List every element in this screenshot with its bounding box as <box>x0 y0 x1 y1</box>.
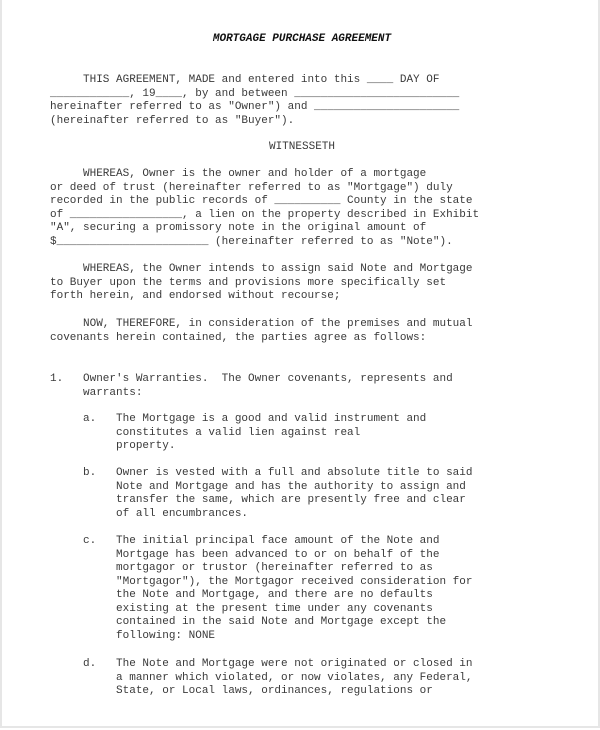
document-line: THIS AGREEMENT, MADE and entered into this ____ DAY OF <box>50 74 440 86</box>
document-line: property. <box>50 440 176 452</box>
document-line: d. The Note and Mortgage were not originated or closed in <box>50 658 473 670</box>
document-line: WHEREAS, Owner is the owner and holder of a mortgage <box>50 168 427 180</box>
document-line: to Buyer upon the terms and provisions more specifically set <box>50 276 447 289</box>
document-line: covenants herein contained, the parties agree as follows: <box>50 331 427 344</box>
document-line: b. Owner is vested with a full and absolute title to said <box>50 467 473 479</box>
document-line: "A", securing a promissory note in the original amount of <box>50 222 427 234</box>
now-therefore-paragraph <box>50 318 472 345</box>
warranty-b <box>50 467 472 521</box>
document-line: mortgagor or trustor (hereinafter referred to as <box>50 562 433 574</box>
document-line: WHEREAS, the Owner intends to assign said Note and Mortgage <box>50 263 473 275</box>
document-line: transfer the same, which are presently free and clear <box>50 494 466 506</box>
document-line: NOW, THEREFORE, in consideration of the premises and mutual <box>50 318 473 330</box>
document-line: constitutes a valid lien against real <box>50 426 361 439</box>
whereas-paragraph-2 <box>50 263 472 304</box>
document-line: following: NONE <box>50 629 216 642</box>
document-line: existing at the present time under any covenants <box>50 602 433 615</box>
warranty-d <box>50 658 472 699</box>
document-line: (hereinafter referred to as "Buyer"). <box>50 114 295 127</box>
witnesseth-heading: WITNESSETH <box>268 141 335 153</box>
document-line: recorded in the public records of __________ County in the state <box>50 195 473 207</box>
document-line: c. The initial principal face amount of the Note and <box>50 535 440 547</box>
whereas-paragraph-1 <box>50 168 479 249</box>
intro-paragraph <box>50 74 459 128</box>
document-line: State, or Local laws, ordinances, regulations or <box>50 685 433 697</box>
document-line: of _________________, a lien on the property described in Exhibit <box>50 208 480 221</box>
document-line: Note and Mortgage and has the authority to assign and <box>50 480 466 493</box>
document-line: the Note and Mortgage, and there are no defaults <box>50 589 433 601</box>
warranty-c <box>50 535 472 643</box>
document-line: contained in the said Note and Mortgage except the <box>50 616 447 628</box>
document-line: Mortgage has been advanced to or on behalf of the <box>50 548 440 561</box>
document-line: a manner which violated, or now violates, any Federal, <box>50 671 473 684</box>
document-line: 1. Owner's Warranties. The Owner covenants, represents and <box>50 373 453 385</box>
document-line: a. The Mortgage is a good and valid instrument and <box>50 413 427 425</box>
document-line: $_______________________ (hereinafter referred to as "Note"). <box>50 235 453 248</box>
warranty-a <box>50 413 426 454</box>
document-line: or deed of trust (hereinafter referred to as "Mortgage") duly <box>50 181 453 194</box>
section-1-owners-warranties <box>50 373 453 400</box>
document-line: "Mortgagor"), the Mortgagor received consideration for <box>50 575 473 588</box>
document-line: of all encumbrances. <box>50 507 249 520</box>
document-line: hereinafter referred to as "Owner") and ______________________ <box>50 101 460 113</box>
document-line: ____________, 19____, by and between _________________________ <box>50 87 460 100</box>
document-line: forth herein, and endorsed without recourse; <box>50 290 341 302</box>
document-line: warrants: <box>50 386 143 399</box>
document-title: MORTGAGE PURCHASE AGREEMENT <box>212 33 392 45</box>
